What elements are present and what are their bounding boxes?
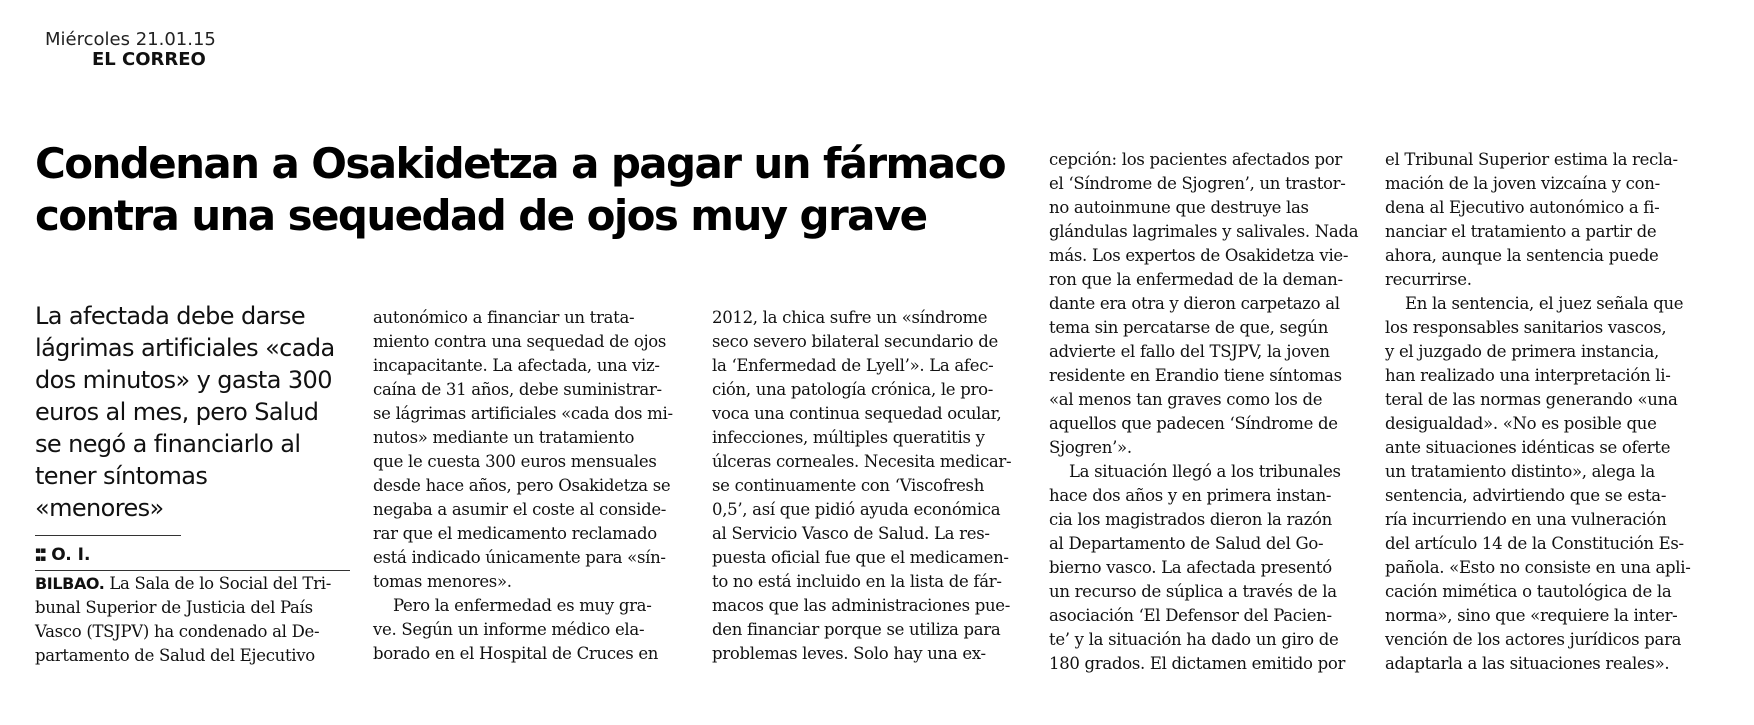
byline-dots-icon: ▪▪ ▪▪: [35, 546, 46, 564]
article-line: infecciones, múltiples queratitis y: [712, 428, 985, 447]
article-line: úlceras corneales. Necesita medicar-: [712, 452, 1012, 471]
article-line: desde hace años, pero Osakidetza se: [373, 476, 671, 495]
article-line: y el juzgado de primera instancia,: [1385, 342, 1659, 361]
article-line: La situación llegó a los tribunales: [1069, 462, 1341, 481]
article-line: Sjogren’».: [1049, 438, 1132, 457]
article-line: to no está incluido en la lista de fár-: [712, 572, 1002, 591]
article-column-4: [1049, 148, 1369, 676]
article-line: que le cuesta 300 euros mensuales: [373, 452, 657, 471]
article-line: sentencia, advirtiendo que se esta-: [1385, 486, 1667, 505]
article-line: residente en Erandio tiene síntomas: [1049, 366, 1342, 385]
article-line: partamento de Salud del Ejecutivo: [35, 646, 315, 665]
subheadline-line: euros al mes, pero Salud: [35, 398, 319, 426]
article-line: mación de la joven vizcaína y con-: [1385, 174, 1660, 193]
article-line: al Servicio Vasco de Salud. La res-: [712, 524, 990, 543]
article-line: el ‘Síndrome de Sjogren’, un trastor-: [1049, 174, 1346, 193]
masthead: [45, 30, 216, 70]
article-line: del artículo 14 de la Constitución Es-: [1385, 534, 1684, 553]
article-line: [35, 572, 355, 596]
article-line: seco severo bilateral secundario de: [712, 332, 998, 351]
article-line: borado en el Hospital de Cruces en: [373, 644, 659, 663]
article-line: vención de los actores jurídicos para: [1385, 630, 1682, 649]
subheadline-line: dos minutos» y gasta 300: [35, 366, 332, 394]
headline: [35, 138, 1005, 242]
subheadline: [35, 300, 350, 524]
article-line: glándulas lagrimales y salivales. Nada: [1049, 222, 1359, 241]
article-line: dante era otra y dieron carpetazo al: [1049, 294, 1340, 313]
article-line: norma», sino que «requiere la inter-: [1385, 606, 1678, 625]
article-line: desigualdad». «No es posible que: [1385, 414, 1657, 433]
article-line: Vasco (TSJPV) ha condenado al De-: [35, 622, 320, 641]
article-line: En la sentencia, el juez señala que: [1405, 294, 1684, 313]
article-line: ante situaciones idénticas se oferte: [1385, 438, 1671, 457]
article-line: «al menos tan graves como los de: [1049, 390, 1323, 409]
article-line: problemas leves. Solo hay una ex-: [712, 644, 986, 663]
article-line: autonómico a financiar un trata-: [373, 308, 635, 327]
article-line: al Departamento de Salud del Go-: [1049, 534, 1324, 553]
article-line: bunal Superior de Justicia del País: [35, 598, 313, 617]
subheadline-line: tener síntomas: [35, 462, 208, 490]
article-line: pañola. «Esto no consiste en una apli-: [1385, 558, 1691, 577]
subheadline-divider: [35, 535, 181, 536]
article-line: no autoinmune que destruye las: [1049, 198, 1309, 217]
subheadline-line: se negó a financiarlo al: [35, 430, 301, 458]
article-line: bierno vasco. La afectada presentó: [1049, 558, 1332, 577]
article-line: Pero la enfermedad es muy gra-: [393, 596, 652, 615]
article-line: adaptarla a las situaciones reales».: [1385, 654, 1670, 673]
article-line: más. Los expertos de Osakidetza vie-: [1049, 246, 1349, 265]
article-line: den financiar porque se utiliza para: [712, 620, 1001, 639]
article-column-3: [712, 306, 1032, 666]
article-line: caína de 31 años, debe suministrar-: [373, 380, 662, 399]
article-column-1: [35, 572, 355, 668]
article-line-text: La Sala de lo Social del Tri-: [104, 574, 331, 593]
article-line: tema sin percatarse de que, según: [1049, 318, 1329, 337]
article-line: ron que la enfermedad de la deman-: [1049, 270, 1343, 289]
newspaper-name: EL CORREO: [92, 49, 206, 70]
article-line: advierte el fallo del TSJPV, la joven: [1049, 342, 1330, 361]
article-line: ve. Según un informe médico ela-: [373, 620, 645, 639]
article-line: ahora, aunque la sentencia puede: [1385, 246, 1659, 265]
article-line: cia los magistrados dieron la razón: [1049, 510, 1333, 529]
article-line: está indicado únicamente para «sín-: [373, 548, 666, 567]
subheadline-line: lágrimas artificiales «cada: [35, 334, 335, 362]
article-line: cepción: los pacientes afectados por: [1049, 150, 1343, 169]
article-line: incapacitante. La afectada, una viz-: [373, 356, 660, 375]
byline-author: O. I.: [51, 545, 91, 565]
article-line: dena al Ejecutivo autonómico a fi-: [1385, 198, 1660, 217]
article-line: 180 grados. El dictamen emitido por: [1049, 654, 1346, 673]
headline-line: Condenan a Osakidetza a pagar un fármaco: [35, 139, 1005, 188]
article-line: un tratamiento distinto», alega la: [1385, 462, 1655, 481]
byline-divider: [35, 570, 350, 571]
article-line: nutos» mediante un tratamiento: [373, 428, 635, 447]
article-line: ción, una patología crónica, le pro-: [712, 380, 993, 399]
article-line: ría incurriendo en una vulneración: [1385, 510, 1667, 529]
article-line: un recurso de súplica a través de la: [1049, 582, 1337, 601]
dateline: BILBAO.: [35, 574, 105, 593]
article-line: te’ y la situación ha dado un giro de: [1049, 630, 1339, 649]
article-line: voca una continua sequedad ocular,: [712, 404, 1002, 423]
article-line: recurrirse.: [1385, 270, 1472, 289]
article-line: el Tribunal Superior estima la recla-: [1385, 150, 1678, 169]
article-line: negaba a asumir el coste al conside-: [373, 500, 667, 519]
headline-line: contra una sequedad de ojos muy grave: [35, 191, 927, 240]
article-line: tomas menores».: [373, 572, 512, 591]
article-line: 2012, la chica sufre un «síndrome: [712, 308, 988, 327]
issue-date: Miércoles 21.01.15: [45, 29, 216, 50]
article-line: cación mimética o tautológica de la: [1385, 582, 1672, 601]
article-line: los responsables sanitarios vascos,: [1385, 318, 1667, 337]
article-line: macos que las administraciones pue-: [712, 596, 1011, 615]
article-line: han realizado una interpretación li-: [1385, 366, 1671, 385]
article-line: se continuamente con ‘Viscofresh: [712, 476, 985, 495]
article-line: rar que el medicamento reclamado: [373, 524, 657, 543]
article-line: asociación ‘El Defensor del Pacien-: [1049, 606, 1332, 625]
article-line: se lágrimas artificiales «cada dos mi-: [373, 404, 673, 423]
article-line: 0,5’, así que pidió ayuda económica: [712, 500, 1001, 519]
article-line: puesta oficial fue que el medicamen-: [712, 548, 1009, 567]
article-line: teral de las normas generando «una: [1385, 390, 1678, 409]
subheadline-line: La afectada debe darse: [35, 302, 306, 330]
byline: [35, 545, 90, 565]
article-line: la ‘Enfermedad de Lyell’». La afec-: [712, 356, 994, 375]
article-line: miento contra una sequedad de ojos: [373, 332, 667, 351]
subheadline-line: «menores»: [35, 494, 164, 522]
article-line: hace dos años y en primera instan-: [1049, 486, 1332, 505]
article-line: nanciar el tratamiento a partir de: [1385, 222, 1657, 241]
article-column-2: [373, 306, 693, 666]
article-line: aquellos que padecen ‘Síndrome de: [1049, 414, 1338, 433]
article-column-5: [1385, 148, 1705, 676]
